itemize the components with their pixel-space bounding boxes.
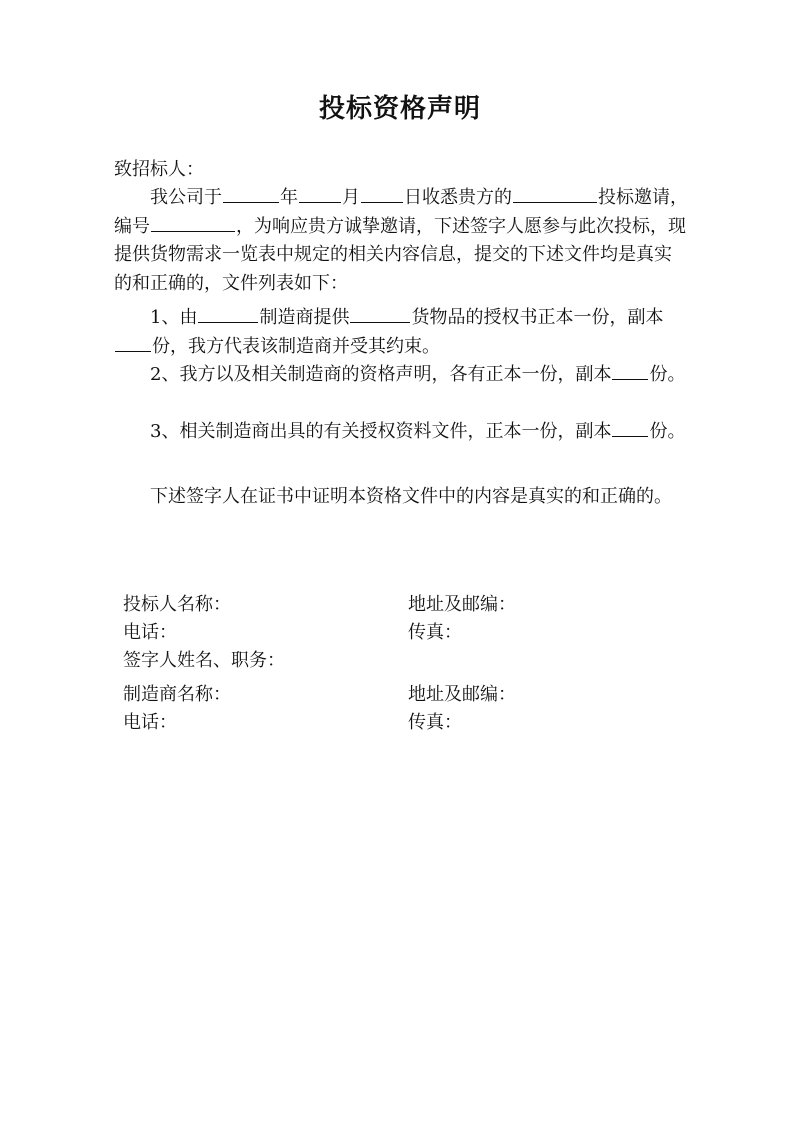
item1-text-3: 货物品的授权书正本一份，副本 xyxy=(411,307,664,328)
month-blank xyxy=(299,184,341,203)
intro-text-1: 我公司于 xyxy=(150,187,222,208)
intro-text-5: 投标邀请，编号 xyxy=(114,187,688,237)
copies-blank-1 xyxy=(115,333,151,352)
day-blank xyxy=(361,184,403,203)
list-item-3 xyxy=(114,418,688,447)
manufacturer-phone-label: 电话： xyxy=(123,712,177,733)
intro-text-3: 月 xyxy=(342,187,360,208)
number-blank xyxy=(151,213,235,232)
manufacturer-fax-label: 传真： xyxy=(408,712,462,733)
item1-text-4: 份，我方代表该制造商并受其约束。 xyxy=(152,335,440,357)
year-blank xyxy=(223,184,279,203)
intro-text-2: 年 xyxy=(280,187,298,208)
salutation: 致招标人： xyxy=(114,159,204,180)
item3-text-1: 3、相关制造商出具的有关授权资料文件，正本一份，副本 xyxy=(150,421,612,442)
list-item-1 xyxy=(114,304,688,361)
document-title: 投标资格声明 xyxy=(318,94,481,124)
bidder-phone-label: 电话： xyxy=(123,622,177,643)
copies-blank-3 xyxy=(612,418,648,437)
item3-text-2: 份。 xyxy=(649,421,686,442)
bidder-fax-label: 传真： xyxy=(408,622,462,643)
manufacturer-name-label: 制造商名称： xyxy=(123,684,231,705)
item2-text-1: 2、我方以及相关制造商的资格声明，各有正本一份，副本 xyxy=(150,364,612,385)
intro-text-4: 日收悉贵方的 xyxy=(404,187,512,208)
signer-name-title-label: 签字人姓名、职务： xyxy=(123,650,285,671)
item2-text-2: 份。 xyxy=(649,364,686,385)
list-item-2 xyxy=(114,361,688,390)
item1-text-1: 1、由 xyxy=(150,307,198,328)
list-item-1-text xyxy=(114,304,688,361)
list-item-3-text xyxy=(114,418,688,447)
intro-text xyxy=(114,184,688,298)
intro-paragraph xyxy=(114,184,688,298)
item1-text-2: 制造商提供 xyxy=(259,307,350,328)
bidder-name-label: 投标人名称： xyxy=(123,594,231,615)
project-blank xyxy=(513,184,597,203)
manufacturer-blank xyxy=(198,304,258,323)
intro-text-6: ，为响应贵方诚挚邀请，下述签字人愿参与此次投标，现提供货物需求一览表中规定的相关内容信息，提交的下述文件均是真实的和正确的，文件列表如下： xyxy=(114,215,686,294)
goods-blank xyxy=(350,304,410,323)
copies-blank-2 xyxy=(612,361,648,380)
manufacturer-address-label: 地址及邮编： xyxy=(408,684,516,705)
closing-text: 下述签字人在证书中证明本资格文件中的内容是真实的和正确的。 xyxy=(150,486,672,507)
list-item-2-text xyxy=(114,361,688,390)
bidder-address-label: 地址及邮编： xyxy=(408,594,516,615)
closing-paragraph xyxy=(114,483,688,512)
